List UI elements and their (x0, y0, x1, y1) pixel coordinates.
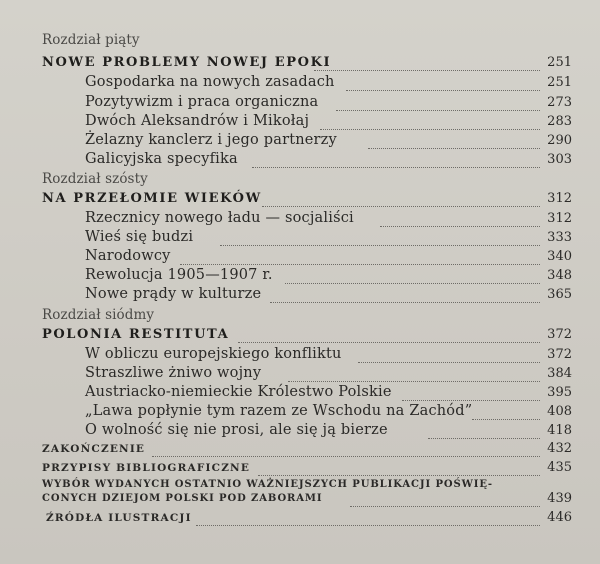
leader-dots (428, 438, 540, 439)
toc-entry: O wolność się nie prosi, ale się ją bierze (85, 422, 388, 438)
toc-entry: W obliczu europejskiego konfliktu (85, 346, 342, 362)
page-number: 395 (547, 385, 572, 400)
chapter-title: POLONIA RESTITUTA (42, 327, 230, 342)
toc-section-continued: CONYCH DZIEJOM POLSKI POD ZABORAMI (42, 493, 323, 504)
toc-entry: Gospodarka na nowych zasadach (85, 74, 335, 90)
toc-entry: Dwóch Aleksandrów i Mikołaj (85, 113, 310, 129)
leader-dots (350, 506, 540, 507)
toc-entry: Wieś się budzi (85, 229, 194, 245)
toc-section: ŹRÓDŁA ILUSTRACJI (46, 512, 192, 524)
page-number: 283 (547, 114, 572, 129)
page-number: 372 (547, 347, 572, 362)
page-number: 273 (547, 95, 572, 110)
page-number: 290 (547, 133, 572, 148)
toc-entry: Galicyjska specyfika (85, 151, 238, 167)
chapter-title: NOWE PROBLEMY NOWEJ EPOKI (42, 55, 332, 70)
leader-dots (180, 264, 540, 265)
leader-dots (402, 400, 540, 401)
leader-dots (346, 90, 540, 91)
toc-entry: Rewolucja 1905—1907 r. (85, 267, 273, 283)
toc-entry: Rzecznicy nowego ładu — socjaliści (85, 210, 354, 226)
leader-dots (380, 226, 540, 227)
page-number: 446 (547, 510, 572, 525)
leader-dots (336, 110, 540, 111)
leader-dots (314, 70, 540, 71)
toc-entry: Pozytywizm i praca organiczna (85, 94, 319, 110)
leader-dots (288, 381, 540, 382)
toc-entry: Straszliwe żniwo wojny (85, 365, 262, 381)
toc-entry: „Lawa popłynie tym razem ze Wschodu na Zachód” (85, 403, 473, 419)
chapter-title: NA PRZEŁOMIE WIEKÓW (42, 191, 262, 206)
toc-section: PRZYPISY BIBLIOGRAFICZNE (42, 462, 251, 474)
leader-dots (196, 525, 540, 526)
leader-dots (472, 419, 540, 420)
page-number: 408 (547, 404, 572, 419)
page-number: 312 (547, 191, 572, 206)
toc-section: ZAKOŃCZENIE (42, 443, 146, 455)
page-number: 348 (547, 268, 572, 283)
toc-section: WYBÓR WYDANYCH OSTATNIO WAŻNIEJSZYCH PUBLIKACJI POŚWIĘ- (42, 479, 493, 490)
leader-dots (262, 206, 540, 207)
toc-entry: Nowe prądy w kulturze (85, 286, 262, 302)
leader-dots (238, 342, 540, 343)
page-number: 251 (547, 55, 572, 70)
page-number: 303 (547, 152, 572, 167)
leader-dots (258, 475, 540, 476)
toc-entry: Narodowcy (85, 248, 171, 264)
leader-dots (320, 129, 540, 130)
page-number: 251 (547, 75, 572, 90)
leader-dots (220, 245, 540, 246)
page-number: 439 (547, 491, 572, 506)
page-number: 384 (547, 366, 572, 381)
page-number: 418 (547, 423, 572, 438)
page-number: 372 (547, 327, 572, 342)
leader-dots (358, 362, 540, 363)
page-number: 312 (547, 211, 572, 226)
page-number: 333 (547, 230, 572, 245)
leader-dots (270, 302, 540, 303)
leader-dots (152, 456, 540, 457)
chapter-label: Rozdział piąty (42, 32, 140, 48)
leader-dots (285, 283, 540, 284)
page-number: 432 (547, 441, 572, 456)
toc-entry: Żelazny kanclerz i jego partnerzy (85, 132, 337, 148)
page-number: 435 (547, 460, 572, 475)
leader-dots (368, 148, 540, 149)
leader-dots (252, 167, 540, 168)
toc-entry: Austriacko-niemieckie Królestwo Polskie (85, 384, 392, 400)
chapter-label: Rozdział szósty (42, 171, 148, 187)
page-number: 340 (547, 249, 572, 264)
page-number: 365 (547, 287, 572, 302)
chapter-label: Rozdział siódmy (42, 307, 155, 323)
